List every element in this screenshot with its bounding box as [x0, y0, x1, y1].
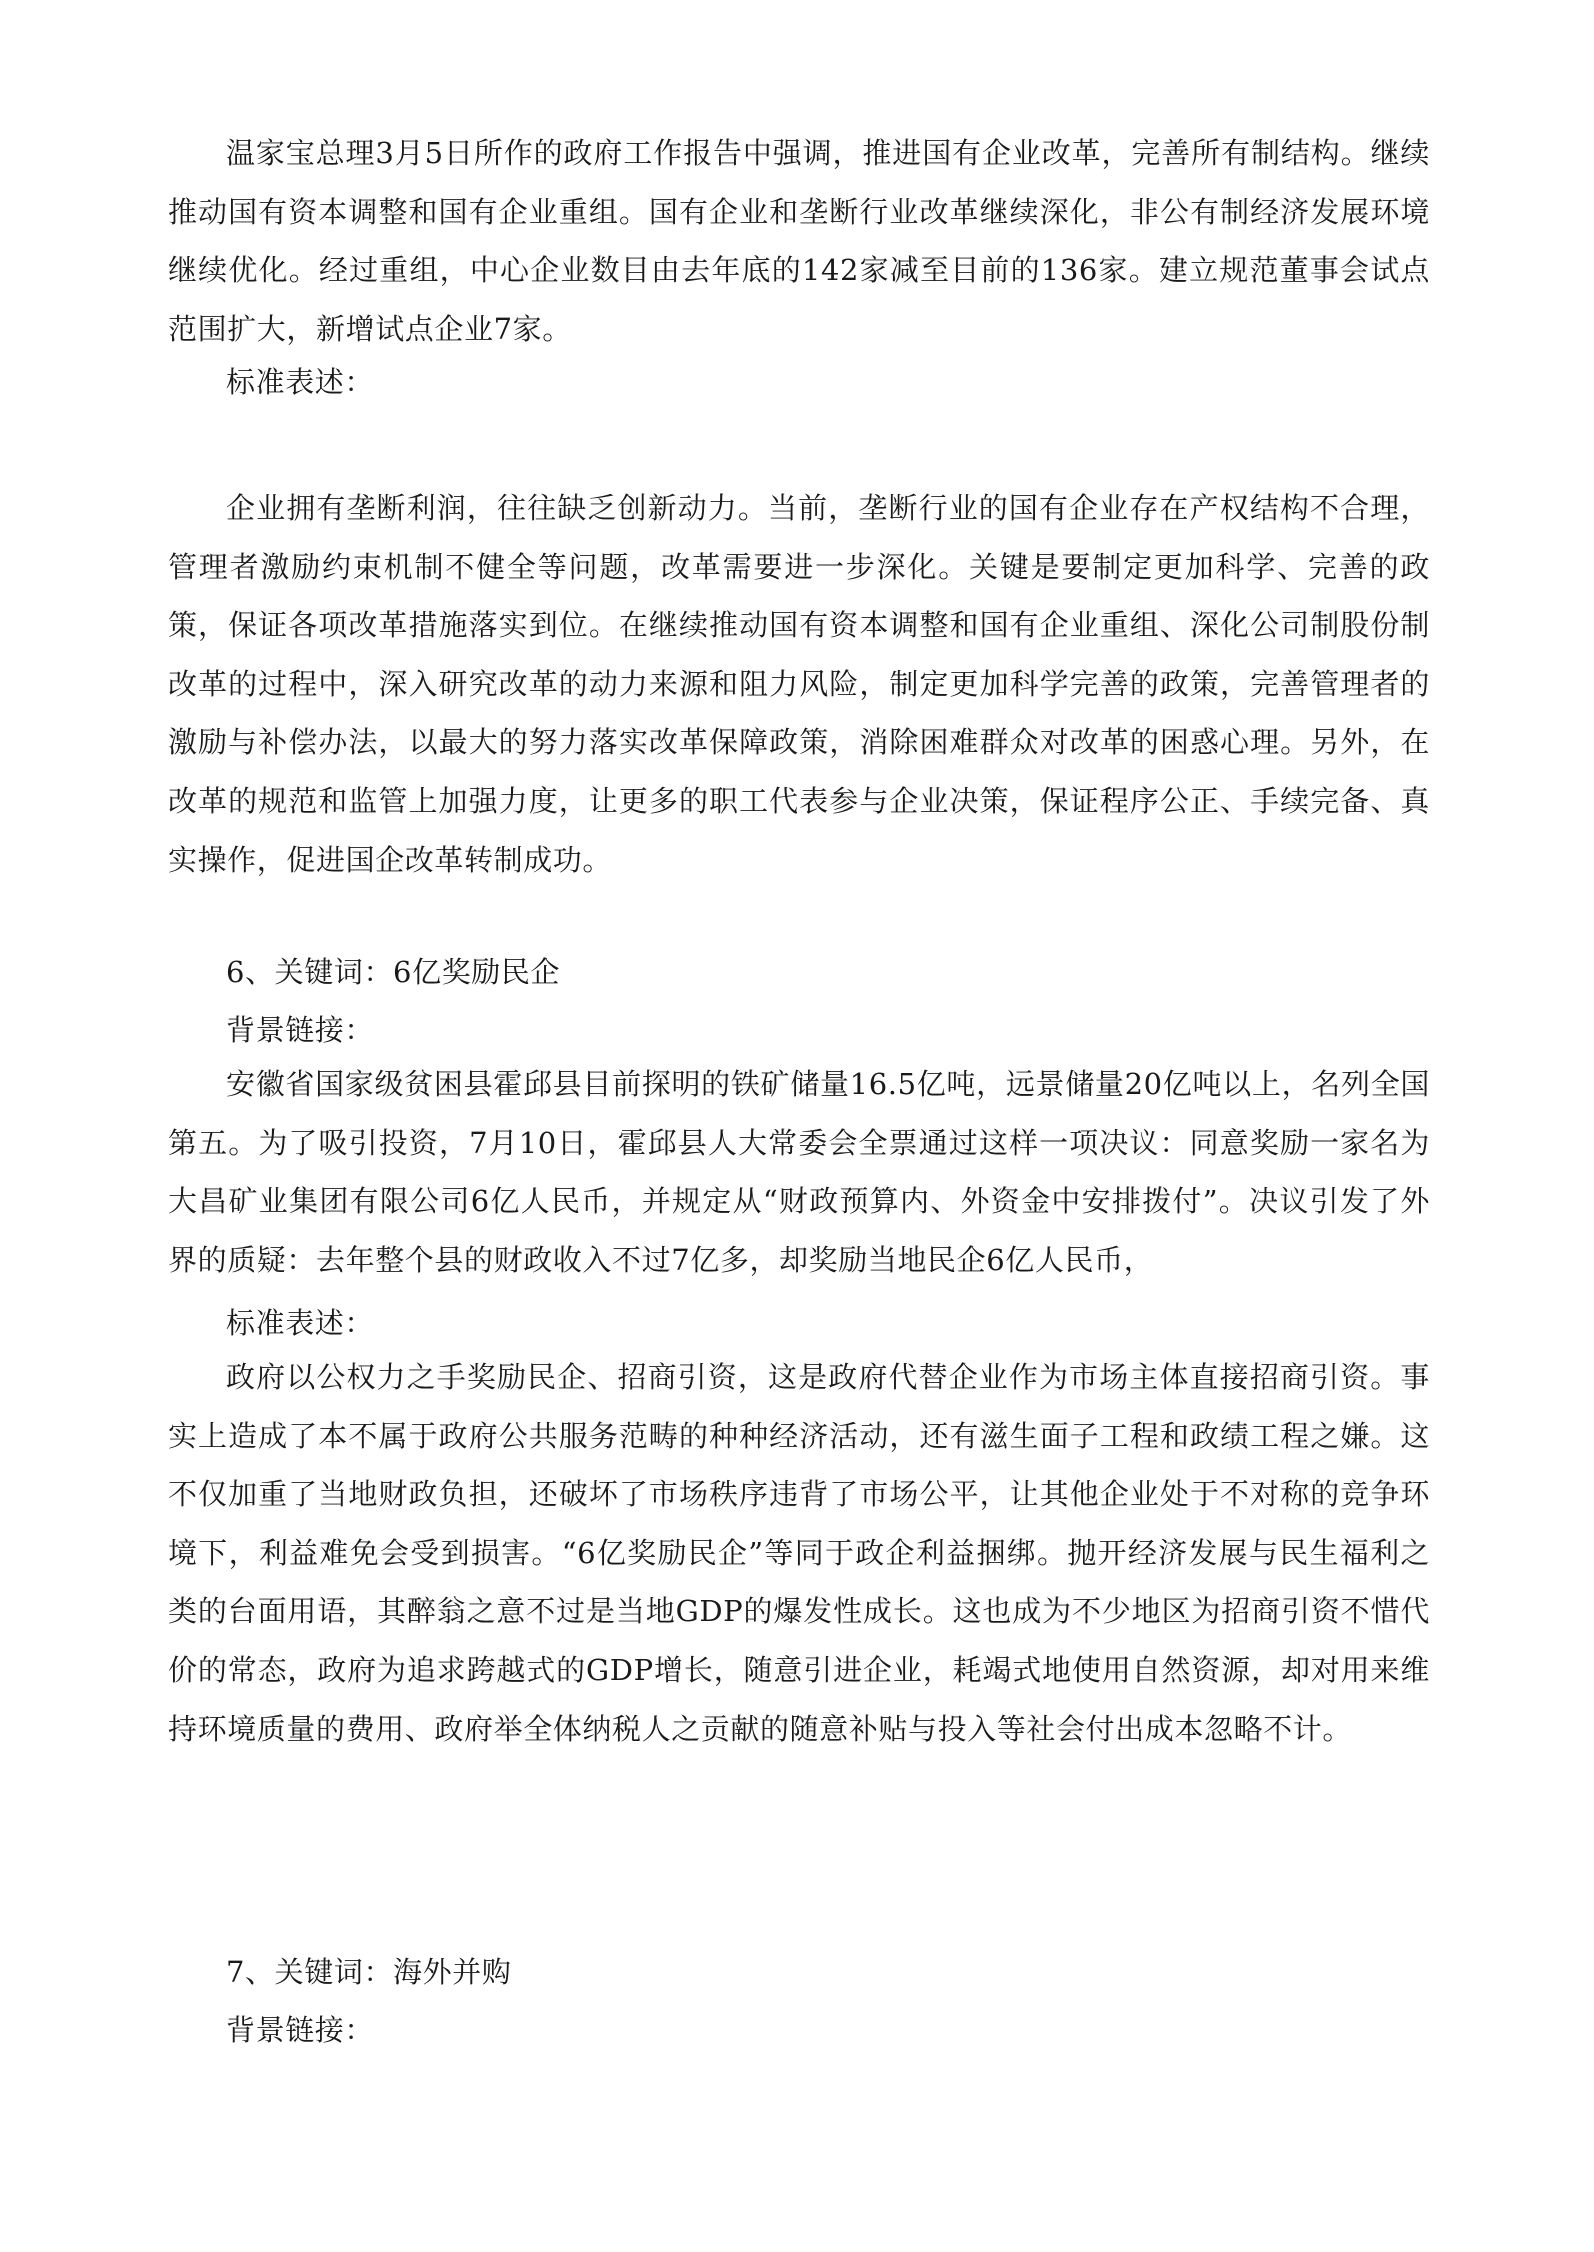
standard-label-1-text: 标准表述：: [226, 365, 375, 399]
standard-paragraph-6: 政府以公权力之手奖励民企、招商引资，这是政府代替企业作为市场主体直接招商引资。事实上造成了本不属于政府公共服务范畴的种种经济活动，还有滋生面子工程和政绩工程之嫌。这不仅加重了当地财政负担，还破坏了市场秩序违背了市场公平，让其他企业处于不对称的竞争环境下，利益难免会受到损害。“6亿奖励民企”等同于政企利益捆绑。抛开经济发展与民生福利之类的台面用语，其醉翁之意不过是当地GDP的爆发性成长。这也成为不少地区为招商引资不惜代价的常态，政府为追求跨越式的GDP增长，随意引进企业，耗竭式地使用自然资源，却对用来维持环境质量的费用、政府举全体纳税人之贡献的随意补贴与投入等社会付出成本忽略不计。: [168, 1360, 1430, 1746]
standard-paragraph-1: 企业拥有垄断利润，往往缺乏创新动力。当前，垄断行业的国有企业存在产权结构不合理，管理者激励约束机制不健全等问题，改革需要进一步深化。关键是要制定更加科学、完善的政策，保证各项改革措施落实到位。在继续推动国有资本调整和国有企业重组、深化公司制股份制改革的过程中，深入研究改革的动力来源和阻力风险，制定更加科学完善的政策，完善管理者的激励与补偿办法，以最大的努力落实改革保障政策，消除困难群众对改革的困惑心理。另外，在改革的规范和监管上加强力度，让更多的职工代表参与企业决策，保证程序公正、手续完备、真实操作，促进国企改革转制成功。: [168, 491, 1430, 877]
document-page: [168, 0, 1430, 2252]
keyword-heading-6: [168, 952, 1430, 992]
background-label-7: [168, 2010, 1430, 2050]
standard-paragraph-6-block: [168, 1348, 1430, 1758]
report-paragraph: 温家宝总理3月5日所作的政府工作报告中强调，推进国有企业改革，完善所有制结构。继续推动国有资本调整和国有企业重组。国有企业和垄断行业改革继续深化，非公有制经济发展环境继续优化。经过重组，中心企业数目由去年底的142家减至目前的136家。建立规范董事会试点范围扩大，新增试点企业7家。: [168, 136, 1430, 346]
background-label-6: [168, 1010, 1430, 1050]
standard-paragraph-1-block: [168, 479, 1430, 889]
keyword-heading-7: [168, 1952, 1430, 1992]
background-label-7-text: 背景链接：: [226, 2013, 375, 2047]
standard-label-6-text: 标准表述：: [226, 1306, 375, 1340]
background-paragraph-6: 安徽省国家级贫困县霍邱县目前探明的铁矿储量16.5亿吨，远景储量20亿吨以上，名列全国第五。为了吸引投资，7月10日，霍邱县人大常委会全票通过这样一项决议：同意奖励一家名为大昌矿业集团有限公司6亿人民币，并规定从“财政预算内、外资金中安排拨付”。决议引发了外界的质疑：去年整个县的财政收入不过7亿多，却奖励当地民企6亿人民币，: [168, 1067, 1430, 1277]
background-paragraph-6-block: [168, 1055, 1430, 1289]
keyword-heading-6-text: 6、关键词：6亿奖励民企: [226, 955, 561, 989]
keyword-heading-7-text: 7、关键词：海外并购: [226, 1955, 512, 1989]
standard-label-1: [168, 362, 1430, 402]
report-paragraph-block: [168, 124, 1430, 358]
background-label-6-text: 背景链接：: [226, 1013, 375, 1047]
standard-label-6: [168, 1303, 1430, 1343]
